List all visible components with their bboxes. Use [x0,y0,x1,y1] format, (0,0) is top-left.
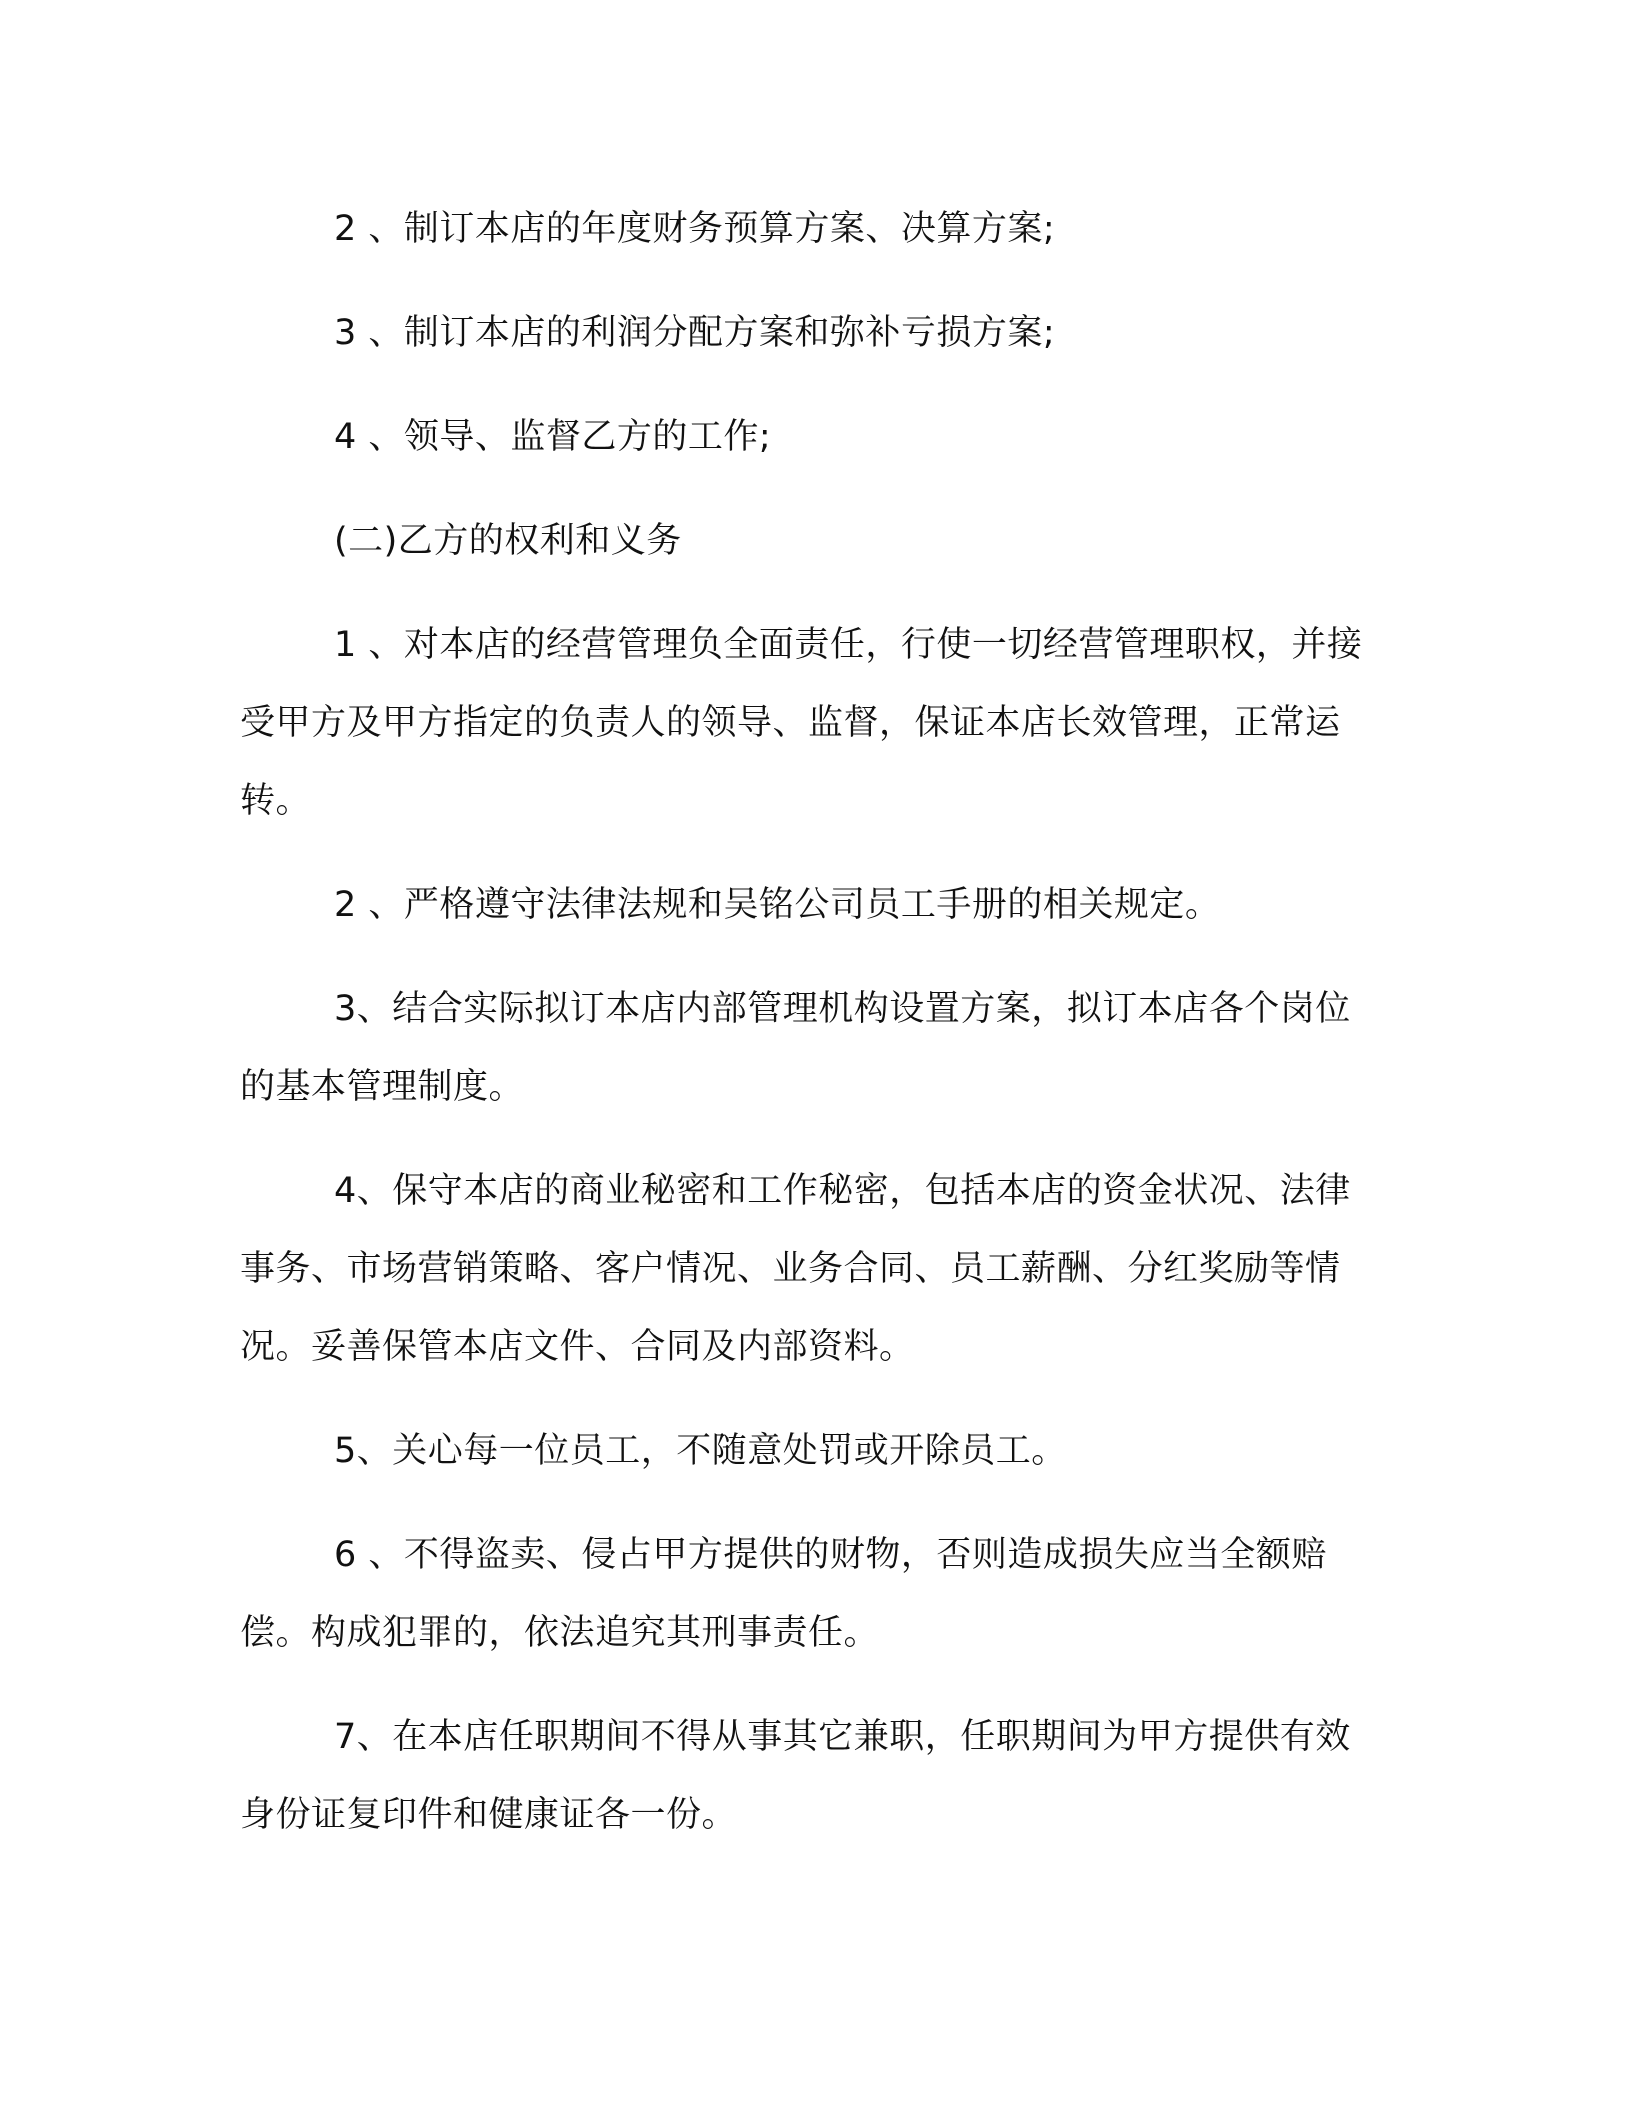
paragraph-b-item-2: 2 、严格遵守法律法规和吴铭公司员工手册的相关规定。 [334,885,1221,925]
paragraph-b-item-4: 4、保守本店的商业秘密和工作秘密，包括本店的资金状况、法律事务、市场营销策略、客户情况、业务合同、员工薪酬、分红奖励等情况。妥善保管本店文件、合同及内部资料。 [240,1171,1351,1367]
paragraph-b-item-6: 6 、不得盗卖、侵占甲方提供的财物，否则造成损失应当全额赔偿。构成犯罪的，依法追究其刑事责任。 [240,1535,1327,1653]
paragraph-b-item-3: 3、结合实际拟订本店内部管理机构设置方案，拟订本店各个岗位的基本管理制度。 [240,989,1351,1107]
paragraph-item-4-supervise: 4 、领导、监督乙方的工作; [334,417,772,457]
paragraph-b-item-5: 5、关心每一位员工，不随意处罚或开除员工。 [334,1431,1067,1471]
paragraph-item-2-budget: 2 、制订本店的年度财务预算方案、决算方案; [334,209,1056,249]
section-heading-party-b: (二)乙方的权利和义务 [334,521,682,561]
paragraph-b-item-7: 7、在本店任职期间不得从事其它兼职，任职期间为甲方提供有效身份证复印件和健康证各一份。 [240,1717,1351,1835]
document-body [240,190,1380,1880]
paragraph-b-item-1: 1 、对本店的经营管理负全面责任，行使一切经营管理职权，并接受甲方及甲方指定的负责人的领导、监督，保证本店长效管理，正常运转。 [240,625,1363,821]
paragraph-item-3-profit: 3 、制订本店的利润分配方案和弥补亏损方案; [334,313,1056,353]
